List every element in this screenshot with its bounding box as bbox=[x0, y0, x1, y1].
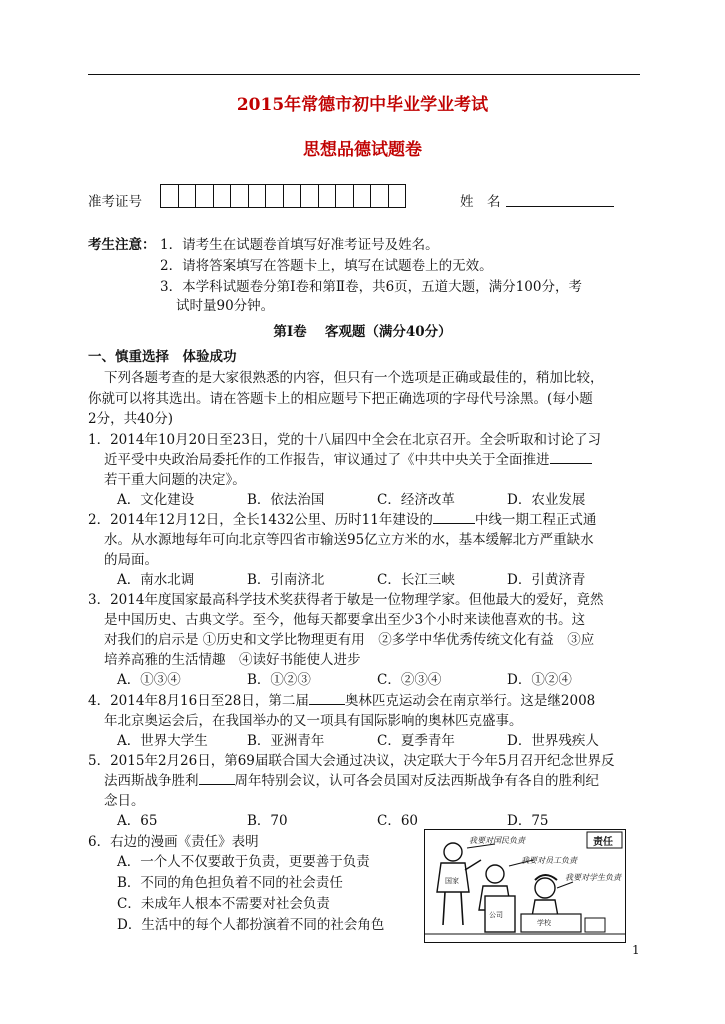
cartoon-label: 学校 bbox=[537, 919, 551, 927]
option-c[interactable]: C．经济改革 bbox=[377, 492, 455, 508]
page-number: 1 bbox=[632, 943, 640, 957]
question-5-text: 法西斯战争胜利 周年特别会议，认可各会员国对反法西斯战争有各自的胜利纪 bbox=[104, 773, 599, 789]
notice-item: 试时量90分钟。 bbox=[176, 298, 275, 314]
option-d[interactable]: D．①②④ bbox=[507, 672, 572, 688]
part-heading: 第Ⅰ卷 客观题（满分40分） bbox=[273, 324, 452, 340]
option-d[interactable]: D．生活中的每个人都扮演着不同的社会角色 bbox=[117, 917, 385, 933]
instruction-line: 2分，共40分) bbox=[88, 411, 174, 427]
option-b[interactable]: B．引南济北 bbox=[247, 572, 325, 588]
question-2-text: 水。从水源地每年可向北京等四省市输送95亿立方米的水，基本缓解北方严重缺水 bbox=[104, 532, 594, 548]
option-a[interactable]: A．65 bbox=[117, 813, 158, 829]
name-field[interactable] bbox=[506, 206, 614, 207]
question-3-text: 3．2014年度国家最高科学技术奖获得者于敏是一位物理学家。但他最大的爱好，竟然 bbox=[88, 592, 604, 608]
question-4-text: 4．2014年8月16日至28日，第二届 奥林匹克运动会在南京举行。这是继2008 bbox=[88, 693, 596, 709]
question-4-text: 年北京奥运会后，在我国举办的又一项具有国际影响的奥林匹克盛事。 bbox=[104, 713, 523, 729]
question-1-text: 若干重大问题的决定》。 bbox=[104, 472, 246, 488]
question-5-text: 5．2015年2月26日，第69届联合国大会通过决议，决定联大于今年5月召开纪念世界反 bbox=[88, 753, 615, 769]
cartoon-caption: 我要对国民负责 bbox=[469, 836, 525, 845]
question-6-text: 6．右边的漫画《责任》表明 bbox=[88, 834, 259, 850]
notice-item: 2．请将答案填写在答题卡上，填写在试题卷上的无效。 bbox=[160, 258, 493, 274]
option-b[interactable]: B．依法治国 bbox=[247, 492, 325, 508]
option-b[interactable]: B．①②③ bbox=[247, 672, 311, 688]
option-d[interactable]: D．75 bbox=[507, 813, 549, 829]
option-b[interactable]: B．亚洲青年 bbox=[247, 733, 325, 749]
answer-blank bbox=[550, 463, 592, 464]
question-3-text: 对我们的启示是 ①历史和文学比物理更有用 ②多学中华优秀传统文化有益 ③应 bbox=[104, 632, 595, 648]
candidate-info-row bbox=[88, 184, 640, 208]
option-a[interactable]: A．南水北调 bbox=[117, 572, 195, 588]
cartoon-title: 责任 bbox=[593, 837, 613, 848]
option-b[interactable]: B．70 bbox=[247, 813, 288, 829]
option-a[interactable]: A．世界大学生 bbox=[117, 733, 208, 749]
answer-blank bbox=[199, 784, 235, 785]
id-label: 准考证号 bbox=[88, 194, 142, 210]
name-label: 姓 名 bbox=[460, 194, 501, 210]
option-a[interactable]: A．①③④ bbox=[117, 672, 181, 688]
option-c[interactable]: C．夏季青年 bbox=[377, 733, 455, 749]
question-1-text: 近平受中央政治局委托作的工作报告，审议通过了《中共中央关于全面推进 bbox=[104, 448, 592, 468]
notice-item: 1．请考生在试题卷首填写好准考证号及姓名。 bbox=[160, 237, 439, 253]
question-5-text: 念日。 bbox=[104, 793, 145, 809]
exam-subtitle: 思想品德试题卷 bbox=[303, 140, 422, 160]
question-3-text: 是中国历史、古典文学。至今，他每天都要拿出至少3个小时来读他喜欢的书。这 bbox=[104, 612, 586, 628]
cartoon-caption: 我要对员工负责 bbox=[521, 856, 577, 865]
question-2-text: 2．2014年12月12日，全长1432公里、历时11年建设的 中线一期工程正式通 bbox=[88, 512, 597, 528]
question-2-text: 的局面。 bbox=[104, 552, 158, 568]
option-a[interactable]: A．文化建设 bbox=[117, 492, 195, 508]
option-b[interactable]: B．不同的角色担负着不同的社会责任 bbox=[117, 875, 343, 891]
top-rule bbox=[88, 74, 640, 75]
section-heading: 一、慎重选择 体验成功 bbox=[88, 349, 237, 365]
notice-head: 考生注意： bbox=[88, 237, 156, 253]
notice-item: 3．本学科试题卷分第Ⅰ卷和第Ⅱ卷，共6页，五道大题，满分100分，考 bbox=[160, 279, 582, 295]
option-c[interactable]: C．②③④ bbox=[377, 672, 442, 688]
option-d[interactable]: D．引黄济青 bbox=[507, 572, 586, 588]
question-1-text: 1．2014年10月20日至23日，党的十八届四中全会在北京召开。全会听取和讨论了习 bbox=[88, 432, 601, 448]
option-d[interactable]: D．农业发展 bbox=[507, 492, 586, 508]
option-c[interactable]: C．60 bbox=[377, 813, 419, 829]
option-a[interactable]: A．一个人不仅要敢于负责，更要善于负责 bbox=[117, 854, 370, 870]
option-c[interactable]: C．长江三峡 bbox=[377, 572, 455, 588]
instruction-line: 下列各题考查的是大家很熟悉的内容，但只有一个选项是正确或最佳的，稍加比较， bbox=[104, 370, 604, 386]
question-3-text: 培养高雅的生活情趣 ④读好书能使人进步 bbox=[104, 652, 361, 668]
exam-title: 2015年常德市初中毕业学业考试 bbox=[236, 95, 489, 115]
option-c[interactable]: C．未成年人根本不需要对社会负责 bbox=[117, 896, 330, 912]
cartoon-label: 国家 bbox=[445, 877, 459, 885]
cartoon-caption: 我要对学生负责 bbox=[565, 873, 621, 882]
answer-blank bbox=[433, 523, 475, 524]
option-d[interactable]: D．世界残疾人 bbox=[507, 733, 599, 749]
instruction-line: 你就可以将其选出。请在答题卡上的相应题号下把正确选项的字母代号涂黑。(每小题 bbox=[88, 391, 593, 407]
id-number-boxes[interactable] bbox=[160, 184, 405, 208]
cartoon-label: 公司 bbox=[489, 911, 503, 919]
responsibility-cartoon bbox=[424, 829, 626, 943]
answer-blank bbox=[309, 704, 345, 705]
